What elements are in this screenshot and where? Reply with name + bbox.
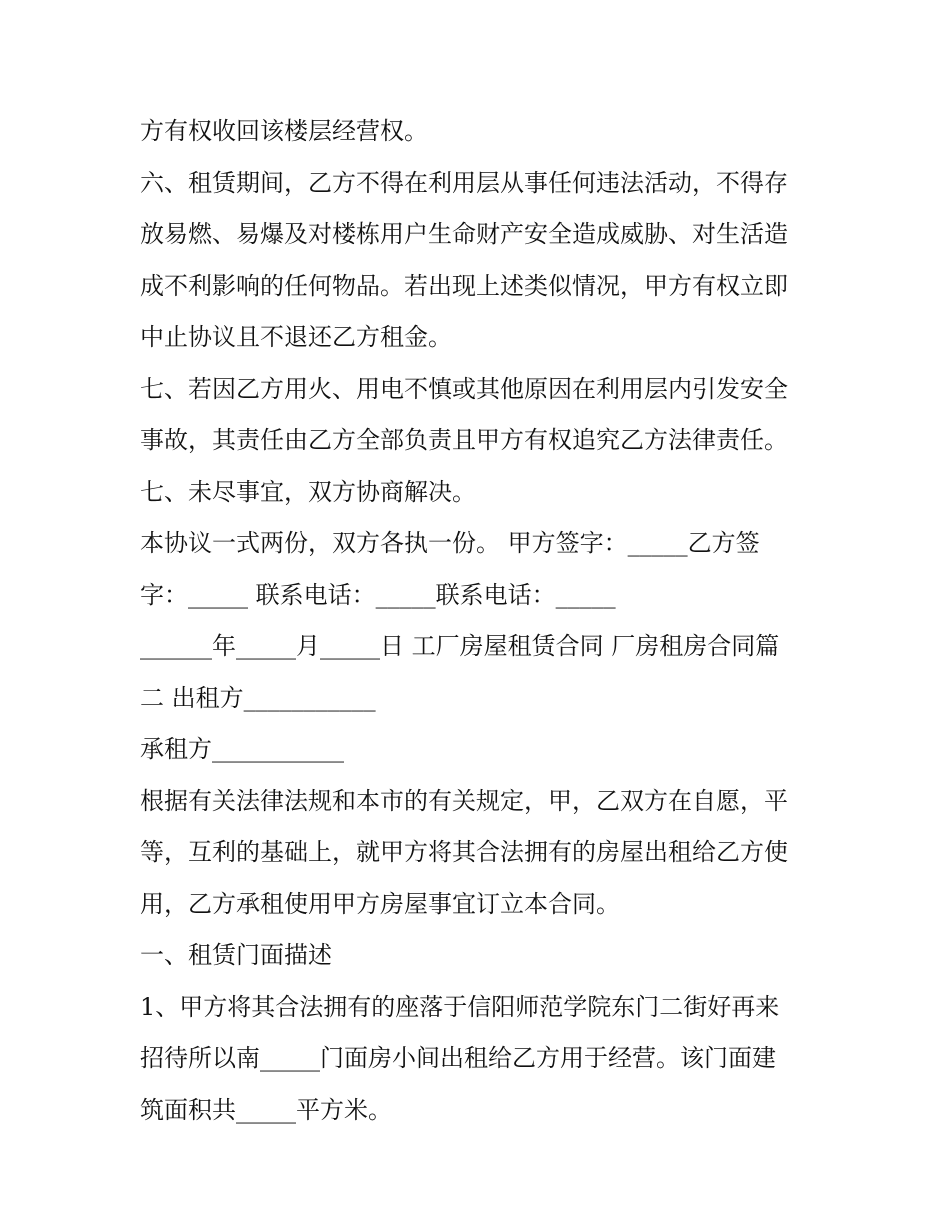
clause-6-line-3: 成不利影响的任何物品。若出现上述类似情况，甲方有权立即	[140, 271, 788, 300]
preamble-line-3: 用，乙方承租使用甲方房屋事宜订立本合同。	[140, 889, 620, 918]
item-1-line-2: 招待所以南_____门面房小间出租给乙方用于经营。该门面建	[140, 1044, 776, 1072]
clause-6-line-4: 中止协议且不退还乙方租金。	[140, 323, 452, 351]
preamble-line-1: 根据有关法律法规和本市的有关规定，甲，乙双方在自愿，平	[140, 786, 788, 815]
preamble-line-2: 等，互利的基础上，就甲方将其合法拥有的房屋出租给乙方使	[140, 838, 788, 866]
lessee-line: 承租方___________	[140, 735, 344, 763]
item-1-line-1: 1、甲方将其合法拥有的座落于信阳师范学院东门二街好再来	[140, 992, 780, 1021]
signature-line-1: 本协议一式两份，双方各执一份。 甲方签字：_____乙方签	[140, 529, 760, 557]
clause-6-line-2: 放易燃、易爆及对楼栋用户生命财产安全造成威胁、对生活造	[140, 220, 788, 248]
section-1-heading: 一、租赁门面描述	[140, 941, 332, 969]
date-title-line: ______年_____月_____日 工厂房屋租赁合同 厂房租房合同篇	[140, 632, 780, 660]
signature-line-2: 字：_____ 联系电话：_____联系电话：_____	[140, 580, 616, 609]
clause-7b-line: 七、未尽事宜，双方协商解决。	[140, 477, 476, 506]
item-1-line-3: 筑面积共_____平方米。	[140, 1095, 392, 1124]
lessor-line: 二 出租方___________	[140, 683, 376, 712]
text-line-1: 方有权收回该楼层经营权。	[140, 117, 428, 145]
clause-6-line-1: 六、租赁期间，乙方不得在利用层从事任何违法活动，不得存	[140, 168, 788, 197]
clause-7-line-2: 事故，其责任由乙方全部负责且甲方有权追究乙方法律责任。	[140, 426, 788, 454]
document-body	[140, 106, 815, 1136]
clause-7-line-1: 七、若因乙方用火、用电不慎或其他原因在利用层内引发安全	[140, 374, 788, 403]
